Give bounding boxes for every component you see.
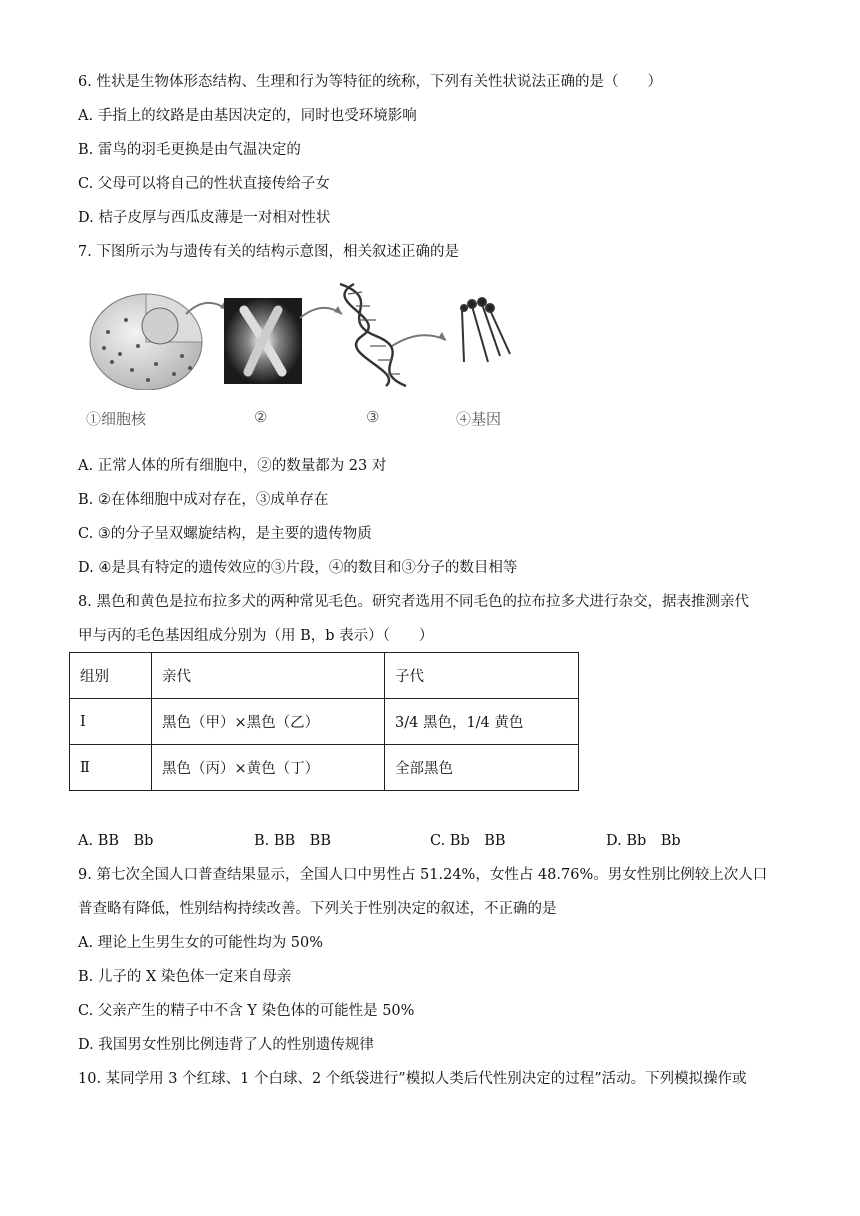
table-cell: Ⅱ — [70, 745, 152, 791]
gene-segments-drawing — [461, 298, 510, 362]
table-row — [70, 745, 579, 791]
table-row — [70, 699, 579, 745]
table-header-cell: 亲代 — [152, 653, 385, 699]
table-cell: 黑色（丙）×黄色（丁） — [152, 745, 385, 791]
q7-option-c: C. ③的分子呈双螺旋结构，是主要的遗传物质 — [78, 526, 372, 542]
table-header-row — [70, 653, 579, 699]
q8-option-d: D. Bb Bb — [606, 833, 681, 849]
q8-option-a: A. BB Bb — [78, 833, 154, 849]
table-header-cell: 组别 — [70, 653, 152, 699]
q6-option-d: D. 桔子皮厚与西瓜皮薄是一对相对性状 — [78, 210, 331, 226]
q7-option-a: A. 正常人体的所有细胞中，②的数量都为 23 对 — [78, 458, 387, 474]
heredity-structure-illustration — [86, 280, 516, 390]
figure-label-nucleus: ①细胞核 — [86, 410, 147, 428]
q6-option-c: C. 父母可以将自己的性状直接传给子女 — [78, 176, 330, 192]
q7-option-d: D. ④是具有特定的遗传效应的③片段，④的数目和③分子的数目相等 — [78, 560, 518, 576]
q9-stem-line1: 9. 第七次全国人口普查结果显示，全国人口中男性占 51.24%，女性占 48.76%。男女性别比例较上次人口 — [78, 867, 768, 883]
q9-stem-line2: 普查略有降低，性别结构持续改善。下列关于性别决定的叙述，不正确的是 — [78, 901, 557, 917]
figure-label-2: ② — [254, 408, 268, 426]
q10-stem: 10. 某同学用 3 个红球、1 个白球、2 个纸袋进行”模拟人类后代性别决定的过程”活动。下列模拟操作或 — [78, 1071, 747, 1087]
q8-option-c: C. Bb BB — [430, 833, 506, 849]
q8-option-b: B. BB BB — [254, 833, 331, 849]
figure-label-gene: ④基因 — [456, 410, 502, 428]
q7-stem: 7. 下图所示为与遗传有关的结构示意图，相关叙述正确的是 — [78, 244, 459, 260]
dna-helix-drawing — [340, 284, 406, 386]
table-cell: 黑色（甲）×黑色（乙） — [152, 699, 385, 745]
table-cell: 3/4 黑色，1/4 黄色 — [385, 699, 579, 745]
q6-option-b: B. 雷鸟的羽毛更换是由气温决定的 — [78, 142, 301, 158]
chromosome-drawing — [224, 298, 302, 384]
table-header-cell: 子代 — [385, 653, 579, 699]
table-cell: 全部黑色 — [385, 745, 579, 791]
q8-stem-line2: 甲与丙的毛色基因组成分别为（用 B，b 表示）（ ） — [78, 628, 434, 644]
genotype-table — [69, 652, 579, 791]
table-cell: Ⅰ — [70, 699, 152, 745]
q6-stem: 6. 性状是生物体形态结构、生理和行为等特征的统称，下列有关性状说法正确的是（ ） — [78, 74, 662, 90]
q7-option-b: B. ②在体细胞中成对存在，③成单存在 — [78, 492, 329, 508]
q9-option-d: D. 我国男女性别比例违背了人的性别遗传规律 — [78, 1037, 374, 1053]
cell-nucleus-drawing — [90, 294, 202, 390]
q6-option-a: A. 手指上的纹路是由基因决定的，同时也受环境影响 — [78, 108, 417, 124]
figure-label-3: ③ — [366, 408, 380, 426]
q9-option-a: A. 理论上生男生女的可能性均为 50% — [78, 935, 324, 951]
heredity-structure-figure — [86, 280, 516, 430]
q9-option-b: B. 儿子的 X 染色体一定来自母亲 — [78, 969, 292, 985]
q8-stem-line1: 8. 黑色和黄色是拉布拉多犬的两种常见毛色。研究者选用不同毛色的拉布拉多犬进行杂交，据表推测亲代 — [78, 594, 749, 610]
q9-option-c: C. 父亲产生的精子中不含 Y 染色体的可能性是 50% — [78, 1003, 415, 1019]
